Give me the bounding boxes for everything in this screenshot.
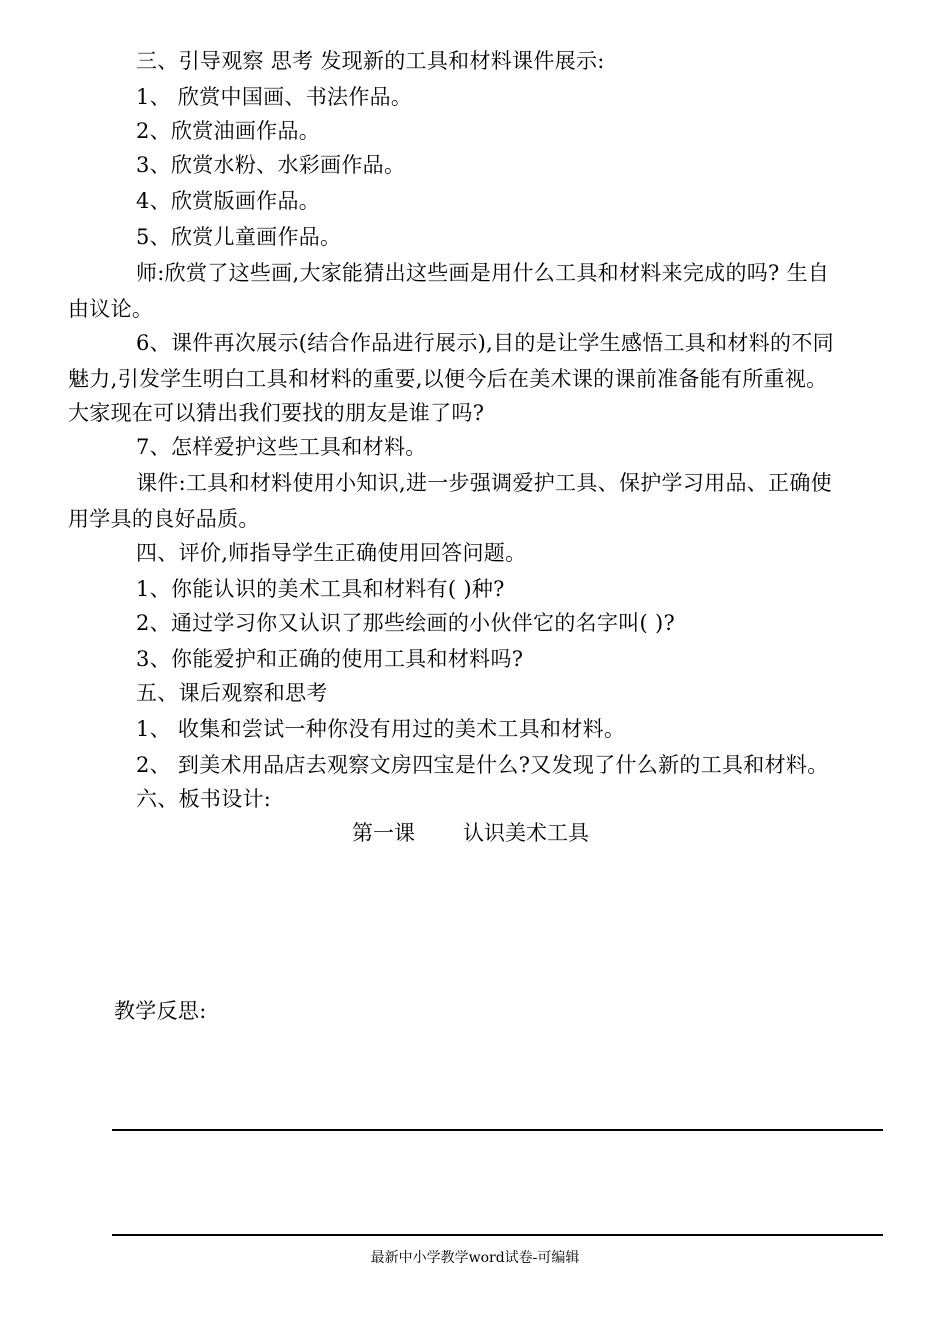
paragraph-line: 6、课件再次展示(结合作品进行展示),目的是让学生感悟工具和材料的不同 <box>136 331 834 355</box>
paragraph-line: 大家现在可以猜出我们要找的朋友是谁了吗? <box>68 401 485 425</box>
list-item: 5、欣赏儿童画作品。 <box>136 225 342 249</box>
paragraph-line: 由议论。 <box>68 297 154 321</box>
list-item: 7、怎样爱护这些工具和材料。 <box>136 435 427 459</box>
list-item: 1、 收集和尝试一种你没有用过的美术工具和材料。 <box>136 717 626 741</box>
paragraph-line: 用学具的良好品质。 <box>68 507 260 531</box>
list-item: 3、欣赏水粉、水彩画作品。 <box>136 153 406 177</box>
board-design-title <box>352 816 589 850</box>
list-item: 3、你能爱护和正确的使用工具和材料吗? <box>136 647 524 671</box>
list-item: 4、欣赏版画作品。 <box>136 189 321 213</box>
lesson-topic: 认识美术工具 <box>463 821 589 845</box>
reflection-rule-top <box>112 1129 883 1131</box>
section-three-heading: 三、引导观察 思考 发现新的工具和材料课件展示: <box>136 49 605 73</box>
section-four-heading: 四、评价,师指导学生正确使用回答问题。 <box>136 541 527 565</box>
reflection-label: 教学反思: <box>114 999 207 1023</box>
list-item: 1、你能认识的美术工具和材料有( )种? <box>136 577 505 601</box>
paragraph-line: 魅力,引发学生明白工具和材料的重要,以便今后在美术课的课前准备能有所重视。 <box>68 367 828 391</box>
list-item: 2、欣赏油画作品。 <box>136 119 321 143</box>
section-five-heading: 五、课后观察和思考 <box>136 681 328 705</box>
page-footer: 最新中小学教学word试卷-可编辑 <box>370 1250 580 1266</box>
list-item: 1、 欣赏中国画、书法作品。 <box>136 85 413 109</box>
lesson-number: 第一课 <box>352 821 415 845</box>
list-item: 2、 到美术用品店去观察文房四宝是什么?又发现了什么新的工具和材料。 <box>136 753 829 777</box>
paragraph-line: 师:欣赏了这些画,大家能猜出这些画是用什么工具和材料来完成的吗? 生自 <box>136 261 830 285</box>
paragraph-line: 课件:工具和材料使用小知识,进一步强调爱护工具、保护学习用品、正确使 <box>136 471 832 495</box>
section-six-heading: 六、板书设计: <box>136 787 272 811</box>
reflection-rule-bottom <box>112 1234 883 1236</box>
list-item: 2、通过学习你又认识了那些绘画的小伙伴它的名字叫( )? <box>136 611 676 635</box>
